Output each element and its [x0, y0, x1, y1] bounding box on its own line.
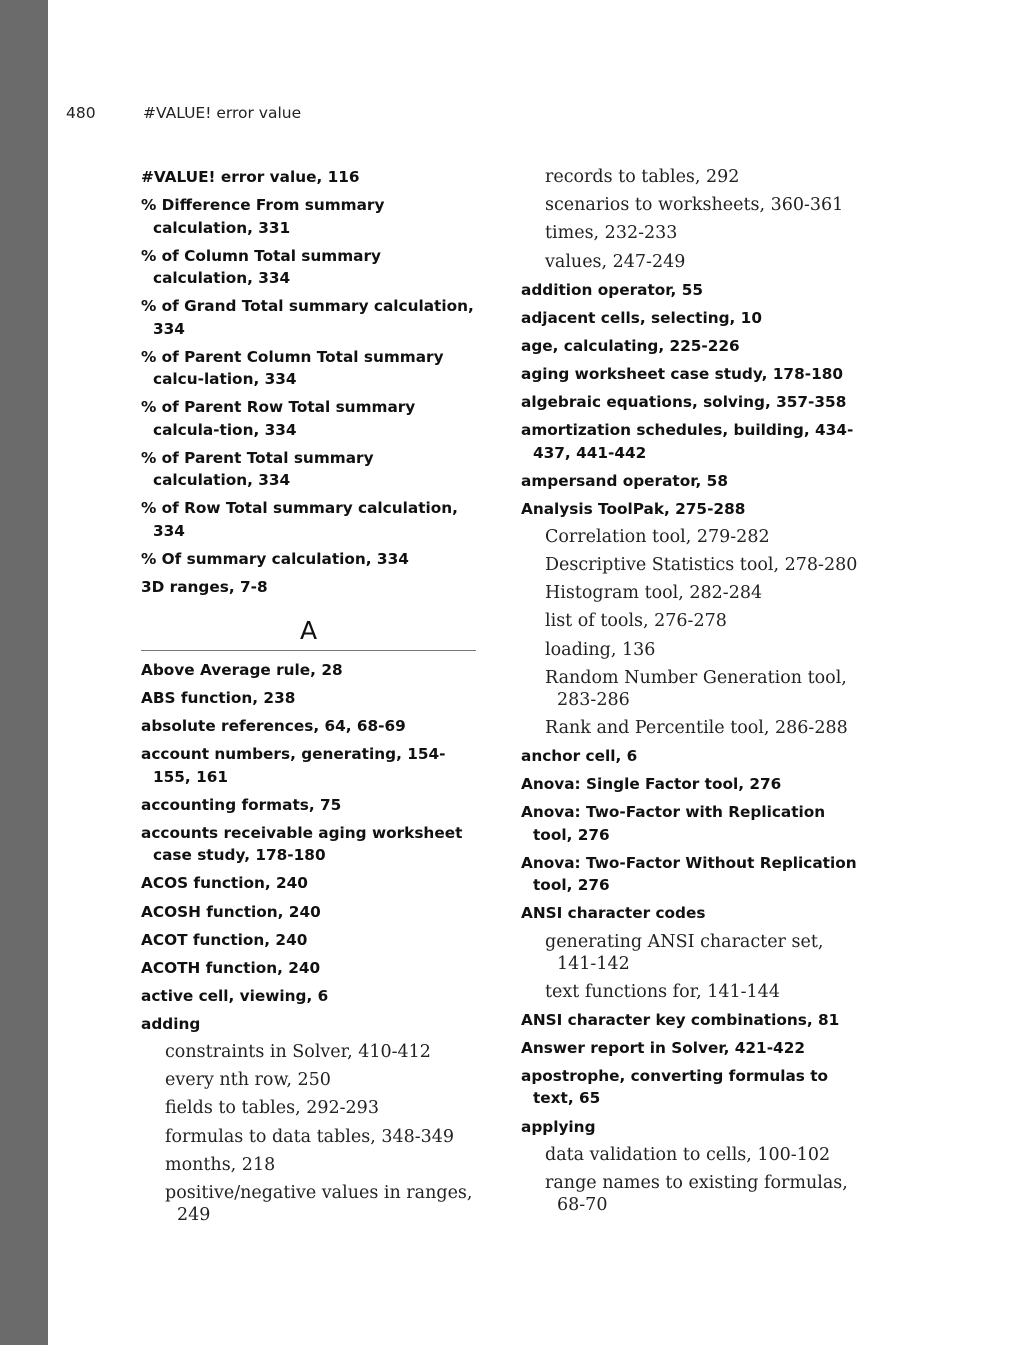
- index-entry: ACOTH function, 240: [141, 958, 321, 977]
- index-entry: Anova: Two-Factor Without Replication tool, 276: [521, 853, 857, 895]
- section-a-entries: [141, 659, 476, 1226]
- index-entry: 3D ranges, 7-8: [141, 577, 268, 596]
- index-subentry: data validation to cells, 100-102: [545, 1144, 831, 1165]
- index-entry: % Of summary calculation, 334: [141, 549, 409, 568]
- index-entry: anchor cell, 6: [521, 747, 638, 766]
- index-entry: ACOT function, 240: [141, 930, 308, 949]
- index-entry: ANSI character key combinations, 81: [521, 1010, 840, 1029]
- index-subentry: Random Number Generation tool, 283-286: [545, 667, 847, 710]
- index-entry: % of Parent Total summary calculation, 334: [141, 448, 374, 489]
- index-entry: % of Row Total summary calculation, 334: [141, 499, 458, 540]
- index-subentry: Descriptive Statistics tool, 278-280: [545, 555, 858, 576]
- index-subentry: list of tools, 276-278: [545, 611, 727, 632]
- index-entry: adjacent cells, selecting, 10: [521, 308, 762, 327]
- index-entry: addition operator, 55: [521, 280, 703, 299]
- index-subentry: records to tables, 292: [545, 167, 740, 187]
- index-entry: % of Grand Total summary calculation, 334: [141, 297, 474, 338]
- index-entry: algebraic equations, solving, 357-358: [521, 393, 847, 412]
- index-subentry: scenarios to worksheets, 360-361: [545, 195, 844, 216]
- index-subentry: Correlation tool, 279-282: [545, 526, 770, 547]
- page-spine-bar: [0, 0, 48, 1345]
- index-subentry: generating ANSI character set, 141-142: [545, 931, 824, 974]
- index-entry: ABS function, 238: [141, 689, 296, 708]
- entries-before-section: [141, 166, 476, 598]
- index-subentry: positive/negative values in ranges, 249: [165, 1182, 473, 1225]
- index-subentry: formulas to data tables, 348-349: [165, 1126, 455, 1147]
- page-number: 480: [66, 104, 96, 122]
- index-entry: Anova: Single Factor tool, 276: [521, 775, 782, 794]
- index-entry: Above Average rule, 28: [141, 661, 343, 680]
- index-entry: age, calculating, 225-226: [521, 336, 740, 355]
- index-entry: ACOS function, 240: [141, 874, 308, 893]
- index-subentry: text functions for, 141-144: [545, 981, 780, 1002]
- index-entry: active cell, viewing, 6: [141, 986, 329, 1005]
- index-entry: aging worksheet case study, 178-180: [521, 365, 844, 384]
- index-subentry: loading, 136: [545, 639, 656, 660]
- index-entry: applying: [521, 1117, 596, 1136]
- index-entry: absolute references, 64, 68-69: [141, 717, 406, 736]
- index-entry: amortization schedules, building, 434-437, 441-442: [521, 421, 854, 462]
- index-entry: ACOSH function, 240: [141, 902, 321, 921]
- index-entry: accounting formats, 75: [141, 795, 342, 814]
- index-subentry: times, 232-233: [545, 223, 678, 244]
- index-subentry: values, 247-249: [545, 251, 686, 272]
- index-entry: ANSI character codes: [521, 904, 706, 923]
- index-column-right: [521, 166, 866, 1222]
- index-entry: Anova: Two-Factor with Replication tool, 276: [521, 803, 826, 844]
- index-subentry: months, 218: [165, 1154, 276, 1175]
- index-entry: accounts receivable aging worksheet case study, 178-180: [141, 823, 463, 865]
- index-subentry: fields to tables, 292-293: [165, 1098, 379, 1119]
- index-subentry: Rank and Percentile tool, 286-288: [545, 718, 848, 739]
- index-subentry: Histogram tool, 282-284: [545, 583, 763, 604]
- index-entry: % of Column Total summary calculation, 334: [141, 246, 381, 287]
- index-entry: Analysis ToolPak, 275-288: [521, 499, 746, 518]
- index-entry: #VALUE! error value, 116: [141, 168, 360, 186]
- index-entry: account numbers, generating, 154-155, 161: [141, 745, 446, 786]
- index-entry: % Difference From summary calculation, 331: [141, 196, 385, 237]
- index-subentry: range names to existing formulas, 68-70: [545, 1172, 848, 1215]
- section-letter-heading: A: [299, 616, 318, 646]
- right-column-entries: [521, 166, 866, 1216]
- index-entry: % of Parent Row Total summary calcula-tion, 334: [141, 398, 416, 439]
- index-subentry: constraints in Solver, 410-412: [165, 1042, 431, 1063]
- index-entry: ampersand operator, 58: [521, 471, 728, 490]
- running-header-title: #VALUE! error value: [143, 104, 302, 122]
- index-entry: % of Parent Column Total summary calcu-lation, 334: [141, 347, 444, 388]
- index-entry: Answer report in Solver, 421-422: [521, 1038, 805, 1057]
- index-entry: apostrophe, converting formulas to text, 65: [521, 1067, 829, 1108]
- section-divider: [141, 650, 476, 651]
- index-subentry: every nth row, 250: [165, 1070, 331, 1091]
- index-column-left: [141, 166, 476, 1232]
- index-entry: adding: [141, 1014, 201, 1033]
